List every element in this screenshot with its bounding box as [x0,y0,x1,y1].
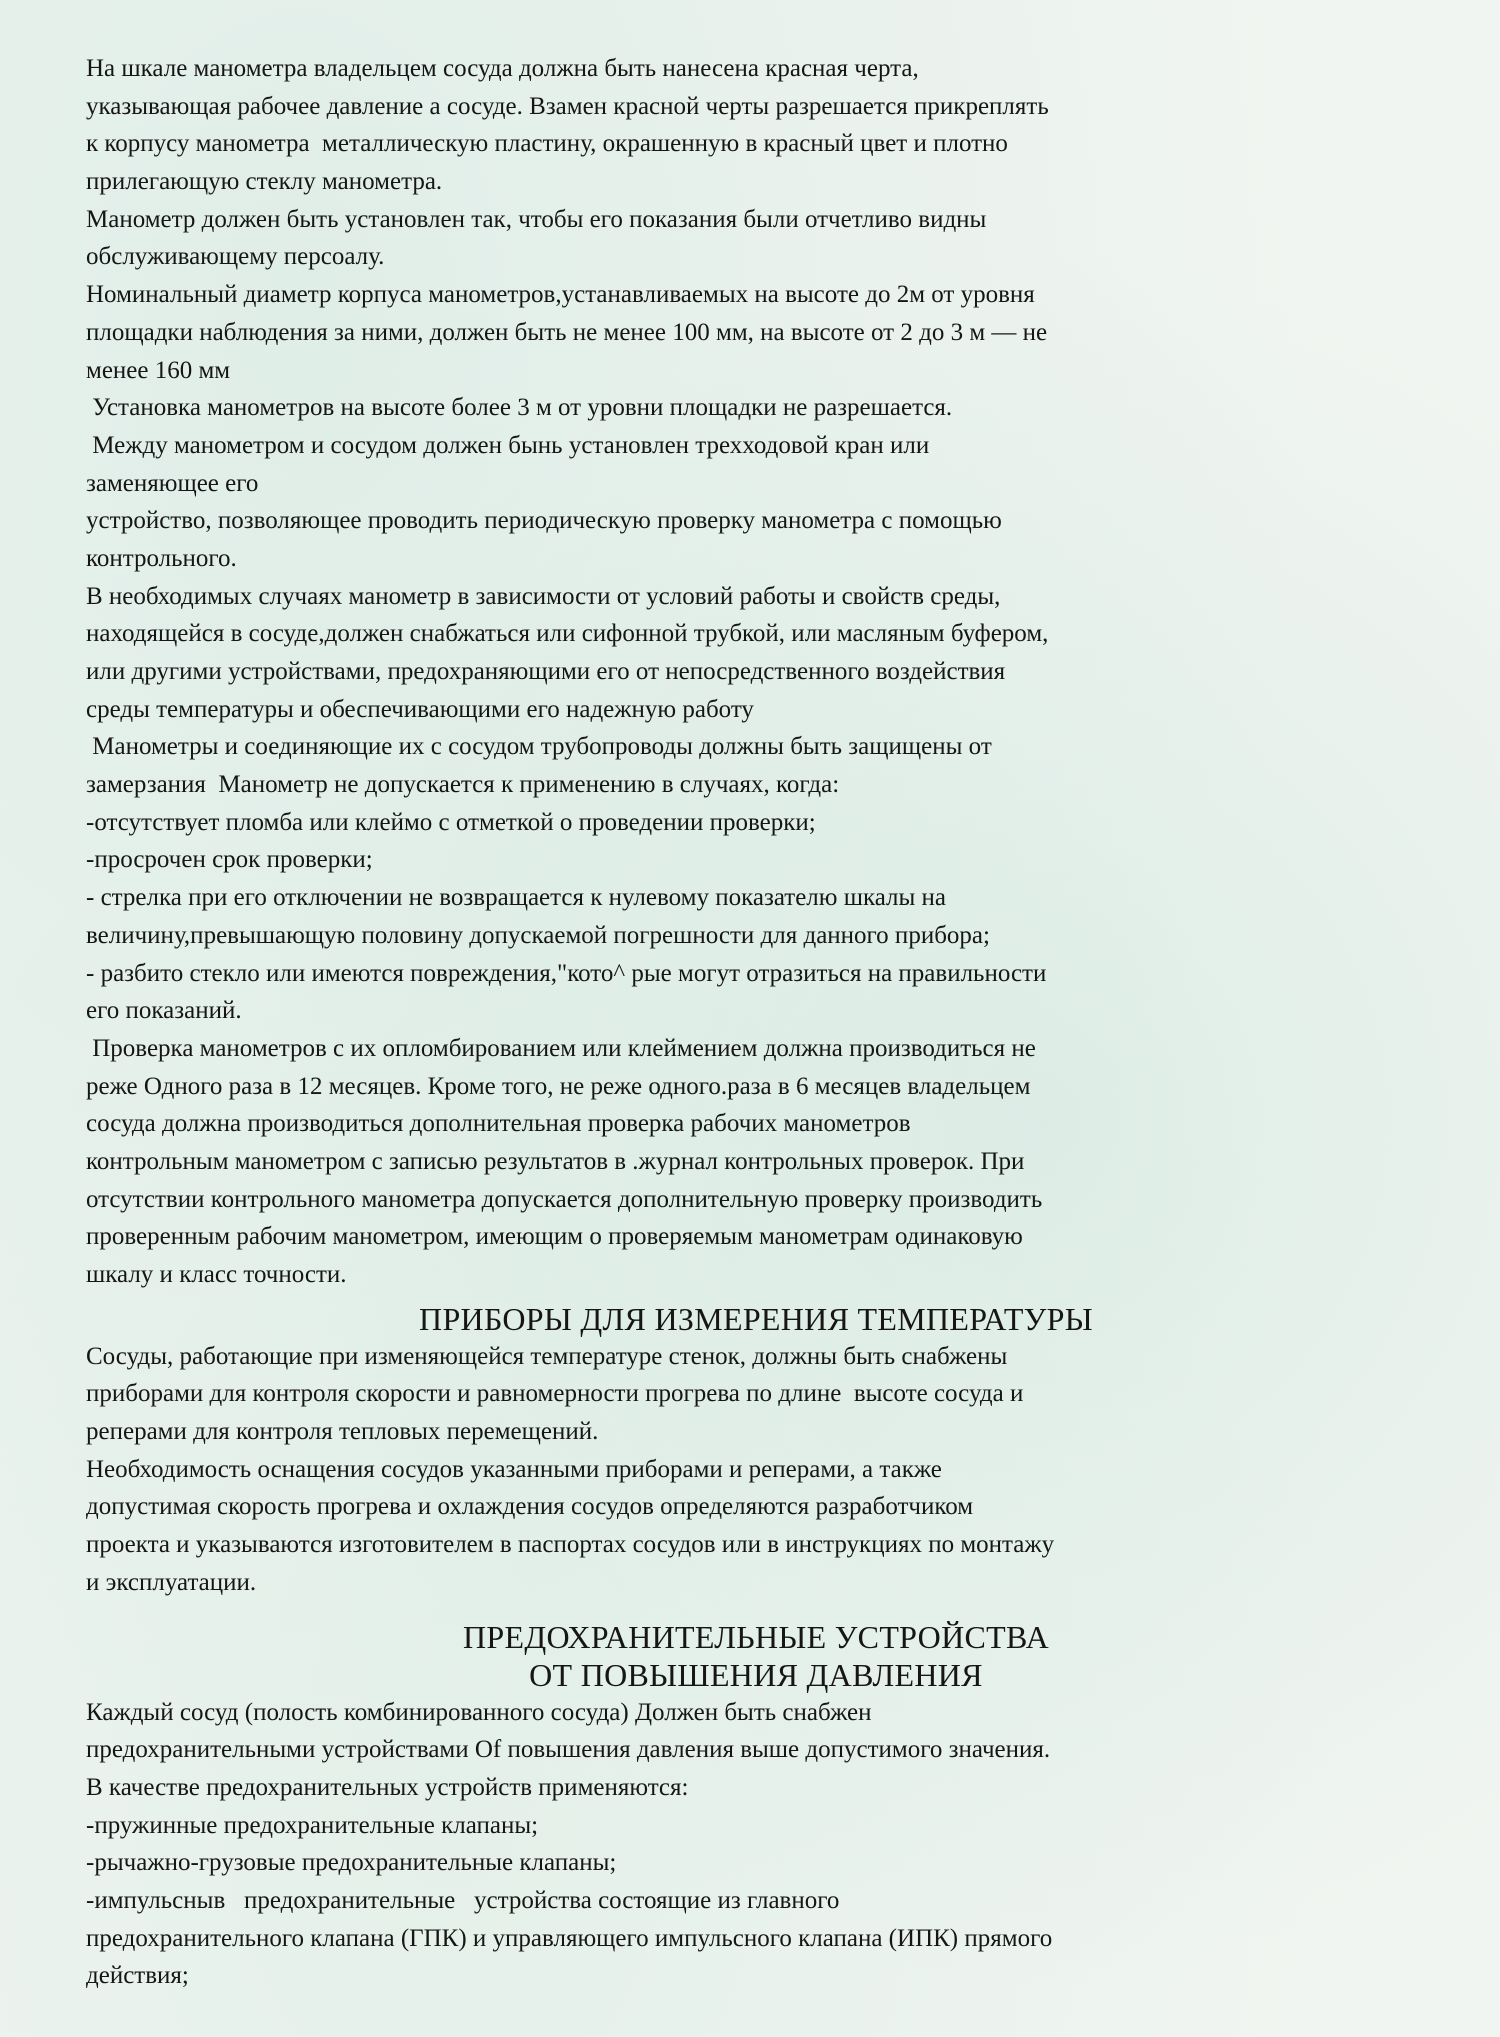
text-line: В качестве предохранительных устройств применяются: [86,1773,689,1801]
text-line: его показаний. [86,997,242,1025]
text-line: сосуда должна производиться дополнительная проверка рабочих манометров [86,1110,911,1138]
text-line: величину,превышающую половину допускаемой погрешности для данного прибора; [86,921,990,949]
text-line: В нeобходимых случаях манометр в зависимости от условий работы и свойств среды, [86,582,1001,610]
text-line: -отсутствует пломба или клеймо с отметкой о проведении проверки; [86,808,816,836]
text-line: среды температуры и обеспечивающими его надежную работу [86,695,754,723]
text-line: менее 160 мм [86,356,231,384]
section-heading-safety-devices-line-2: ОТ ПОВЫШЕНИЯ ДАВЛЕНИЯ [529,1656,983,1693]
text-line: приборами для контроля скорости и равномерности прогрева по длине высоте сосуда и [86,1380,1024,1408]
text-line: Необходимость оснащения сосудов указанными приборами и реперами, а также [86,1455,942,1483]
text-line: Манометры и соединяющие их с сосудом трубопроводы должны быть защищены от [86,733,992,761]
text-line: На шкале манометра владельцем сосуда должна быть нанесена красная черта, [86,55,919,82]
text-line: - стрелка при его отключении не возвращается к нулевому показателю шкалы на [86,884,947,912]
text-line: действия; [86,1962,189,1990]
text-line: -просрочен срок проверки; [86,846,373,874]
document-body [86,50,1426,1995]
text-line: проекта и указываются изготовителем в паспортах сосудов или в инструкциях по монтажу [86,1531,1055,1559]
text-line: реперами для контроля тепловых перемещений. [86,1418,599,1446]
section-gap [86,1602,1426,1614]
text-line: шкалу и класс точности. [86,1261,347,1288]
text-line: прилегающую стеклу манометра. [86,168,443,196]
text-line: Между манометром и сосудом должен бынь установлен трехходовой кран или [86,431,930,459]
text-line: находящейся в сосуде,должен снабжаться или сифонной трубкой, или масляным буфером, [86,620,1049,648]
text-line: предохранительными устройствами Of повышения давления выше допустимого значения. [86,1736,1051,1764]
text-line: Манометр должен быть установлен так, чтобы его показания были отчетливо видны [86,205,987,233]
text-line: Проверка манометров с их опломбированием или клеймением должна производиться не [86,1034,1036,1062]
text-line: отсутствии контрольного манометра допускается дополнительную проверку производить [86,1185,1043,1213]
text-line: Сосуды, работающие при изменяющейся температуре стенок, должны быть снабжены [86,1342,1008,1370]
text-line: к корпусу манометра металлическую пластину, окрашенную в красный цвет и плотно [86,130,1008,158]
text-line: допустимая скорость прогрева и охлаждения сосудов определяются разработчиком [86,1493,974,1521]
text-line: -пружинные предохранительные клапаны; [86,1811,539,1839]
text-line: устройство, позволяющее проводить периодическую проверку манометра с помощью [86,507,1002,535]
text-line: замерзания Манометр не допускается к применению в случаях, когда: [86,771,840,799]
text-line: -импульсныв предохранительные устройства состоящие из главного [86,1886,840,1914]
text-line: предохранительного клапана (ГПК) и управляющего импульсного клапана (ИПК) прямого [86,1924,1053,1952]
text-line: обслуживающему персоалу. [86,243,385,271]
text-line: -рычажно-грузовые предохранительные клапаны; [86,1849,617,1877]
text-line: указывающая рабочее давление а сосуде. Взамен красной черты разрешается прикреплять [86,92,1049,120]
text-line: заменяющее его [86,469,259,497]
section-heading-temperature: ПРИБОРЫ ДЛЯ ИЗМЕРЕНИЯ ТЕМПЕРАТУРЫ [419,1300,1093,1337]
text-line: и эксплуатации. [86,1568,257,1596]
text-line: проверенным рабочим манометром, имеющим о проверяемым манометрам одинаковую [86,1223,1023,1251]
text-line: или другими устройствами, предохраняющими его от непосредственного воздействия [86,658,1006,685]
text-line: реже Одного раза в 12 месяцев. Кроме того, не реже одного.раза в 6 месяцев владельцем [86,1072,1031,1100]
text-line: контрольным манометром с записью результатов в .журнал контрольных проверок. При [86,1147,1025,1175]
text-line: Установка манометров на высоте более 3 м от уровни площадки не разрешается. [86,394,953,422]
text-line: контрольного. [86,544,237,572]
section-heading-safety-devices: ПРЕДОХРАНИТЕЛЬНЫЕ УСТРОЙСТВА [462,1618,1050,1655]
text-line: площадки наблюдения за ними, должен быть не менее 100 мм, на высоте от 2 до 3 м — не [86,318,1048,346]
text-line: - разбито стекло или имеются повреждения,"кото^ рые могут отразиться на правильности [86,959,1047,987]
text-line: Номинальный диаметр корпуса манометров,устанавливаемых на высоте до 2м от уровня [86,281,1035,309]
text-line: Каждый сосуд (полость комбинированного сосуда) Должен быть снабжен [86,1698,872,1726]
